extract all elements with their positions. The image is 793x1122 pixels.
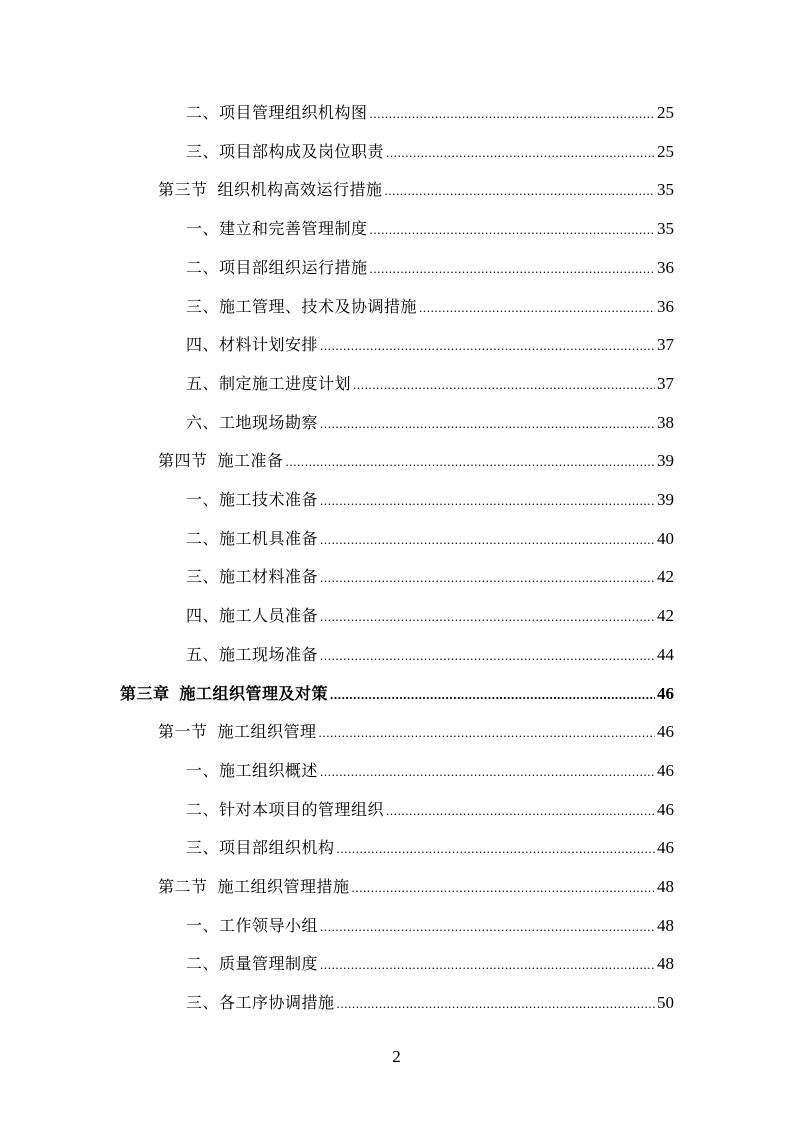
toc-dot-leader: [320, 608, 655, 626]
toc-entry[interactable]: [186, 252, 674, 278]
toc-entry-label: 三、施工管理、技术及协调措施: [186, 296, 418, 316]
toc-dot-leader: [419, 299, 655, 317]
toc-dot-leader: [320, 918, 655, 936]
toc-entry-label: 二、项目部组织运行措施: [186, 257, 368, 277]
toc-dot-leader: [320, 956, 655, 974]
toc-entry-page: 50: [657, 993, 674, 1013]
toc-entry-label: 一、建立和完善管理制度: [186, 219, 368, 239]
toc-entry-page: 37: [657, 335, 674, 355]
toc-entry[interactable]: [186, 329, 674, 355]
toc-entry-label: 五、制定施工进度计划: [186, 373, 352, 393]
toc-entry[interactable]: [186, 987, 674, 1013]
toc-entry-page: 39: [657, 490, 674, 509]
toc-entry-label: 二、针对本项目的管理组织: [186, 799, 385, 819]
toc-dot-leader: [320, 337, 655, 355]
toc-entry[interactable]: [186, 948, 674, 974]
toc-entry-page: 46: [657, 683, 674, 703]
toc-section-number: 第二节: [158, 877, 208, 896]
toc-entry-label: 二、质量管理制度: [186, 954, 319, 974]
toc-entry-label: 一、工作领导小组: [186, 915, 319, 935]
toc-dot-leader: [286, 453, 655, 471]
toc-entry[interactable]: [186, 291, 674, 317]
toc-dot-leader: [385, 182, 655, 200]
toc-dot-leader: [320, 531, 655, 549]
toc-section-title: 施工组织管理措施: [217, 877, 350, 896]
toc-section-entry[interactable]: [158, 871, 674, 897]
toc-section-number: 第一节: [158, 722, 208, 742]
toc-entry-page: 46: [657, 799, 674, 819]
toc-dot-leader: [353, 376, 655, 394]
toc-entry-page: 35: [657, 219, 674, 239]
toc-entry[interactable]: [186, 794, 674, 820]
toc-dot-leader: [320, 492, 655, 510]
toc-entry-page: 44: [657, 644, 674, 664]
toc-entry-label: 三、各工序协调措施: [186, 993, 335, 1013]
toc-entry-page: 46: [657, 838, 674, 858]
toc-entry-label: 二、项目管理组织机构图: [186, 103, 368, 122]
toc-entry-page: 39: [657, 451, 674, 471]
toc-dot-leader: [320, 569, 655, 587]
toc-dot-leader: [330, 686, 655, 704]
toc-entry[interactable]: [186, 755, 674, 781]
toc-section-number: 第三节: [158, 180, 208, 200]
toc-dot-leader: [337, 995, 655, 1013]
toc-entry-label: 四、施工人员准备: [186, 606, 319, 626]
toc-entry-page: 37: [657, 373, 674, 393]
toc-entry-label: 三、施工材料准备: [186, 567, 319, 587]
toc-dot-leader: [319, 724, 655, 742]
toc-entry-page: 25: [657, 103, 674, 122]
toc-dot-leader: [352, 879, 655, 897]
toc-section-title: 施工准备: [217, 451, 284, 471]
toc-entry-page: 46: [657, 722, 674, 742]
toc-section-entry[interactable]: [158, 716, 674, 742]
toc-dot-leader: [370, 105, 655, 123]
toc-dot-leader: [370, 260, 655, 278]
toc-entry[interactable]: [186, 832, 674, 858]
toc-entry[interactable]: [186, 213, 674, 239]
toc-dot-leader: [386, 802, 655, 820]
toc-entry-page: 42: [657, 567, 674, 587]
toc-entry[interactable]: [186, 136, 674, 162]
toc-entry-label: 五、施工现场准备: [186, 644, 319, 664]
toc-entry[interactable]: [186, 523, 674, 549]
toc-entry-page: 36: [657, 257, 674, 277]
toc-entry-label: 四、材料计划安排: [186, 335, 319, 355]
toc-entry-label: 三、项目部构成及岗位职责: [186, 141, 385, 161]
toc-dot-leader: [320, 415, 655, 433]
toc-dot-leader: [337, 840, 655, 858]
toc-entry-page: 40: [657, 528, 674, 548]
toc-entry-label: 一、施工技术准备: [186, 490, 319, 509]
toc-dot-leader: [370, 221, 655, 239]
toc-entry[interactable]: [186, 639, 674, 665]
toc-section-number: 第四节: [158, 451, 208, 471]
toc-entry[interactable]: [186, 484, 674, 510]
toc-chapter-number: 第三章: [120, 683, 170, 703]
page-number: 2: [392, 1047, 401, 1066]
toc-entry[interactable]: [186, 910, 674, 936]
toc-entry-page: 48: [657, 954, 674, 974]
toc-dot-leader: [320, 647, 655, 665]
toc-dot-leader: [386, 144, 655, 162]
toc-entry-page: 25: [657, 141, 674, 161]
toc-entry[interactable]: [186, 561, 674, 587]
toc-section-entry[interactable]: [158, 445, 674, 471]
toc-entry-label: 三、项目部组织机构: [186, 838, 335, 858]
toc-entry[interactable]: [186, 97, 674, 123]
toc-entry-page: 48: [657, 915, 674, 935]
toc-entry-label: 二、施工机具准备: [186, 528, 319, 548]
toc-entry[interactable]: [186, 368, 674, 394]
toc-chapter-entry[interactable]: [120, 678, 674, 704]
toc-entry-label: 一、施工组织概述: [186, 760, 319, 780]
toc-section-title: 组织机构高效运行措施: [217, 180, 383, 200]
toc-section-entry[interactable]: [158, 174, 674, 200]
toc-entry-page: 42: [657, 606, 674, 626]
toc-entry-page: 35: [657, 180, 674, 200]
toc-entry-page: 46: [657, 760, 674, 780]
toc-dot-leader: [320, 763, 655, 781]
toc-entry-page: 38: [657, 412, 674, 432]
toc-entry[interactable]: [186, 407, 674, 433]
toc-entry-page: 48: [657, 877, 674, 896]
toc-entry-label: 六、工地现场勘察: [186, 412, 319, 432]
toc-chapter-title: 施工组织管理及对策: [179, 683, 329, 703]
toc-entry[interactable]: [186, 600, 674, 626]
toc-entry-page: 36: [657, 296, 674, 316]
toc-section-title: 施工组织管理: [217, 722, 317, 742]
